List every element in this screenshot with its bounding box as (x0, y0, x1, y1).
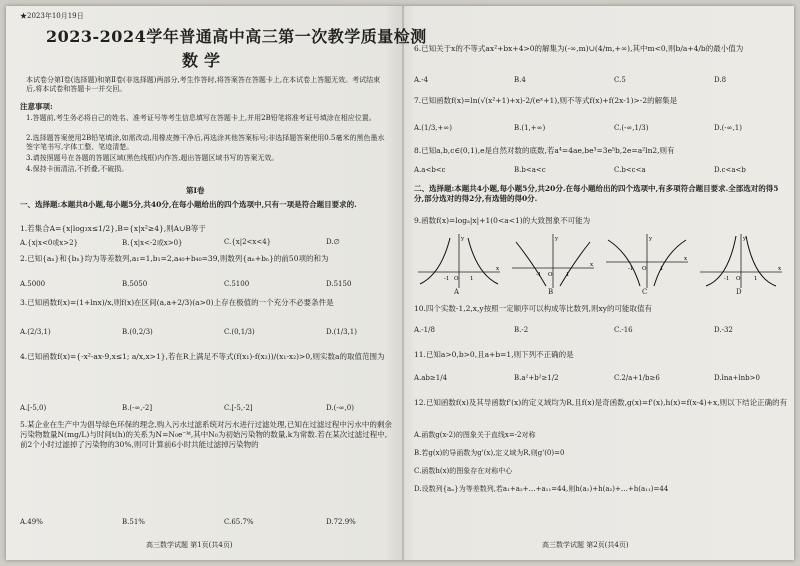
q9-d-tick-neg1: -1 (724, 276, 730, 282)
q6-stem: 6.已知关于x的不等式ax²+bx+4>0的解集为(-∞,m)∪(4/m,+∞),其中m<0,则b/a+4/b的最小值为 (414, 44, 744, 53)
q11-option-d: D.lna+lnb>0 (714, 374, 760, 382)
q9-graph-c (604, 232, 690, 296)
q5-option-c: C.65.7% (224, 518, 254, 526)
q8-option-b: B.b<a<c (514, 166, 546, 174)
q9-a-tick-1: 1 (470, 276, 474, 282)
q1-option-c: C.{x|2<x<4} (224, 238, 272, 246)
section2-title: 二、选择题:本题共4小题,每小题5分,共20分.在每小题给出的四个选项中,有多项符合题目要求.全部选对的得5分,部分选对的得2分,有选错的得0分. (414, 184, 779, 203)
q6-option-a: A.-4 (414, 76, 429, 84)
q9-graph-b (510, 232, 596, 296)
q8-option-a: A.a<b<c (414, 166, 446, 174)
q9-label-a: A (454, 288, 460, 296)
q2-option-b: B.5050 (122, 280, 148, 288)
q8-stem: 8.已知a,b,c∈(0,1),e是自然对数的底数,若a⁴=4ae,be³=3e⁵b,2e=a²ln2,则有 (414, 146, 675, 155)
subject-title: 数学 (182, 51, 227, 70)
intro-paragraph: 本试卷分第Ⅰ卷(选择题)和第Ⅱ卷(非选择题)两部分,考生作答时,将答案答在答题卡上,在本试卷上答题无效。考试结束后,将本试卷和答题卡一并交回。 (26, 76, 381, 93)
q2-option-d: D.5150 (326, 280, 352, 288)
q9-d-origin: O (736, 276, 741, 282)
q2-option-a: A.5000 (20, 280, 46, 288)
q7-option-a: A.(1/3,+∞) (414, 124, 452, 132)
q2-option-c: C.5100 (224, 280, 250, 288)
q9-c-tick-1: 1 (660, 266, 664, 272)
q9-b-tick-1: 1 (566, 272, 570, 278)
q3-option-d: D.(1/3,1) (326, 328, 357, 336)
q9-a-y-label: y (461, 236, 465, 242)
q9-label-b: B (548, 288, 554, 296)
q1-option-b: B.{x|x<-2或x>0} (122, 239, 183, 247)
q10-option-b: B.-2 (514, 326, 529, 334)
q5-stem: 5.某企业在生产中为倡导绿色环保的理念,购入污水过滤系统对污水进行过滤处理,已知在过滤过程中污水中的剩余污染物数量N(mg/L)与时间t(h)的关系为N=N₀e⁻ᵏᵗ,其中N₀为初始污染物的数量,k为常数.若在某次过滤过程中,前2个小时过滤掉了污染物的30%,则可计算前6小时共能过滤掉污染物的 (20, 420, 392, 449)
q8-option-d: D.c<a<b (714, 166, 746, 174)
q4-stem: 4.已知函数f(x)={-x²-ax-9,x≤1; a/x,x>1},若在R上满足不等式(f(x₁)-f(x₂))/(x₁-x₂)>0,则实数a的取值范围为 (20, 352, 385, 361)
q9-c-x-label: x (684, 256, 688, 262)
q9-b-tick-neg1: -1 (536, 272, 542, 278)
q4-option-b: B.(-∞,-2] (122, 404, 153, 412)
page-footer-1: 高三数学试题 第1页(共4页) (146, 541, 233, 549)
q9-stem: 9.函数f(x)=logₐ|x|+1(0<a<1)的大致图象不可能为 (414, 216, 591, 225)
q9-graph-d (698, 232, 784, 296)
note-4: 4.保持卡面清洁,不折叠,不破损。 (26, 165, 129, 173)
notes-title: 注意事项: (20, 102, 53, 111)
q5-option-b: B.51% (122, 518, 145, 526)
q9-label-c: C (642, 288, 648, 296)
q9-b-y-label: y (555, 236, 559, 242)
q11-option-b: B.a²+b²≥1/2 (514, 374, 559, 382)
page-2 (406, 6, 794, 560)
q9-b-x-label: x (590, 262, 594, 268)
q5-option-d: D.72.9% (326, 518, 356, 526)
page-fold (402, 6, 404, 560)
q9-d-tick-1: 1 (754, 276, 758, 282)
q3-option-b: B.(0,2/3) (122, 328, 153, 336)
q6-option-b: B.4 (514, 76, 526, 84)
q12-stem: 12.已知函数f(x)及其导函数f'(x)的定义域均为R,且f(x)是奇函数,g(x)=f'(x),h(x)=f(x-4)+x,则以下结论正确的有 (414, 398, 788, 407)
q9-a-x-label: x (496, 266, 500, 272)
q10-option-a: A.-1/8 (414, 326, 435, 334)
q3-option-c: C.(0,1/3) (224, 328, 255, 336)
volume-label: 第Ⅰ卷 (186, 186, 205, 195)
q1-option-d: D.∅ (326, 238, 340, 246)
q12-option-b: B.若g(x)的导函数为g'(x),定义域为R,则g'(0)=0 (414, 449, 565, 457)
q3-stem: 3.已知函数f(x)=(1+lnx)/x,则f(x)在区间(a,a+2/3)(a>0)上存在极值的一个充分不必要条件是 (20, 298, 334, 307)
q7-option-c: C.(-∞,1/3) (614, 124, 649, 132)
q9-c-origin: O (642, 266, 647, 272)
q1-stem: 1.若集合A={x|log₃x≤1/2},B={x|x²≥4},则A∪B等于 (20, 224, 206, 233)
q7-option-b: B.(1,+∞) (514, 124, 546, 132)
q4-option-d: D.(-∞,0) (326, 404, 354, 412)
exam-title: 2023-2024学年普通高中高三第一次教学质量检测 (46, 27, 427, 46)
note-3: 3.请按照题号在各题的答题区域(黑色线框)内作答,超出答题区域书写的答案无效。 (26, 154, 279, 162)
page-footer-2: 高三数学试题 第2页(共4页) (542, 541, 629, 549)
date-note: ★2023年10月19日 (20, 12, 84, 20)
q7-option-d: D.(-∞,1) (714, 124, 742, 132)
q11-option-a: A.ab≥1/4 (414, 374, 448, 382)
exam-sheet (6, 6, 794, 560)
q8-option-c: C.b<c<a (614, 166, 646, 174)
q9-label-d: D (736, 288, 742, 296)
q3-option-a: A.(2/3,1) (20, 328, 51, 336)
q9-c-y-label: y (649, 236, 653, 242)
q12-option-c: C.函数h(x)的图象存在对称中心 (414, 467, 513, 475)
q2-stem: 2.已知{aₙ}和{bₙ}均为等差数列,a₁=1,b₁=2,a₄₀+b₄₀=39,则数列{aₙ+bₙ}的前50项的和为 (20, 254, 329, 263)
q10-option-c: C.-16 (614, 326, 633, 334)
q9-c-tick-neg1: -1 (628, 266, 634, 272)
section1-title: 一、选择题:本题共8小题,每小题5分,共40分,在每小题给出的四个选项中,只有一项是符合题目要求的. (20, 200, 357, 209)
q11-option-c: C.2/a+1/b≥6 (614, 374, 660, 382)
q6-option-c: C.5 (614, 76, 626, 84)
q1-option-a: A.{x|x<0或x>2} (20, 239, 79, 247)
q5-option-a: A.49% (20, 518, 43, 526)
q11-stem: 11.已知a>0,b>0,且a+b=1,则下列不正确的是 (414, 350, 574, 359)
q9-graph-a (416, 232, 502, 296)
q9-a-tick-neg1: -1 (444, 276, 450, 282)
q10-option-d: D.-32 (714, 326, 733, 334)
q12-option-d: D.设数列{aₙ}为等差数列,若a₁+a₂+…+a₁₁=44,则h(a₁)+h(a₂)+…+h(a₁₁)=44 (414, 485, 669, 493)
q9-b-origin: O (548, 272, 553, 278)
note-2: 2.选择题答案使用2B铅笔填涂,如需改动,用橡皮擦干净后,再选涂其他答案标号;非选择题答案使用0.5毫米的黑色墨水签字笔书写,字体工整、笔迹清楚。 (26, 134, 385, 151)
q9-a-origin: O (454, 276, 459, 282)
q12-option-a: A.函数g(x-2)的图象关于直线x=-2对称 (414, 431, 536, 439)
q9-d-y-label: y (743, 236, 747, 242)
note-1: 1.答题前,考生务必将自己的姓名、准考证号等考生信息填写在答题卡上,并用2B铅笔将准考证号填涂在相应位置。 (26, 114, 376, 122)
q10-stem: 10.四个实数-1,2,x,y按照一定顺序可以构成等比数列,则xy的可能取值有 (414, 304, 652, 313)
q6-option-d: D.8 (714, 76, 727, 84)
q9-d-x-label: x (778, 266, 782, 272)
q7-stem: 7.已知函数f(x)=ln(√(x²+1)+x)-2/(eˣ+1),则不等式f(x)+f(2x-1)>-2的解集是 (414, 96, 678, 105)
q4-option-c: C.[-5,-2] (224, 404, 253, 412)
q4-option-a: A.[-5,0) (20, 404, 47, 412)
